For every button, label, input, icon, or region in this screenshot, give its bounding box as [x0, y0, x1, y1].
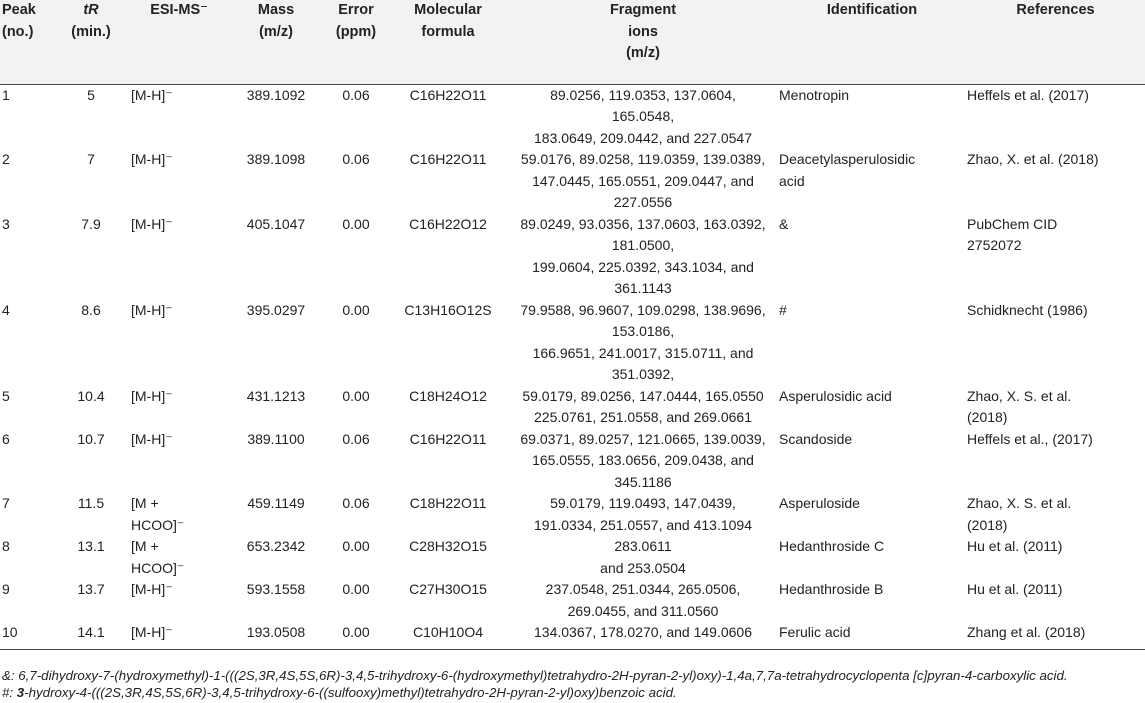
footnote-hash-bold: 3 — [16, 685, 25, 700]
cell-references-line: PubChem CID — [967, 215, 1058, 232]
cell-fragments-line: 166.9651, 241.0017, 315.0711, and — [532, 344, 754, 361]
cell-esi-ms — [130, 579, 228, 622]
cell-formula: C28H32O15 — [409, 538, 487, 554]
cell-error: 0.00 — [342, 581, 370, 597]
cell-esi-ms-line: HCOO]⁻ — [131, 516, 185, 533]
header-row — [0, 0, 1145, 84]
cell-fragments — [508, 84, 778, 149]
cell-fragments — [508, 579, 778, 622]
cell-peak: 3 — [2, 215, 10, 232]
cell-formula: C16H22O12 — [409, 215, 487, 232]
cell-esi-ms-line: [M-H]⁻ — [131, 215, 173, 232]
cell-peak: 10 — [0, 622, 52, 649]
cell-retention-time: 13.1 — [77, 538, 105, 554]
cell-fragments-line: 69.0371, 89.0257, 121.0665, 139.0039, — [520, 430, 766, 447]
cell-fragments-line: 351.0392, — [611, 366, 675, 382]
cell-formula: C16H22O11 — [409, 430, 487, 447]
cell-identification-line: acid — [779, 172, 805, 189]
header-mass-line: Mass — [257, 2, 295, 18]
cell-mass: 653.2342 — [246, 538, 306, 554]
cell-identification — [778, 579, 966, 622]
cell-retention-time: 7.9 — [81, 215, 101, 232]
table-row — [0, 429, 1145, 494]
cell-esi-ms-line: [M + — [131, 538, 159, 554]
cell-fragments-line: 237.0548, 251.0344, 265.0506, — [545, 581, 741, 597]
cell-mass: 389.1098 — [246, 151, 306, 167]
cell-fragments — [508, 386, 778, 429]
cell-peak: 2 — [2, 151, 10, 167]
cell-error: 0.06 — [342, 151, 370, 167]
cell-formula: C18H24O12 — [409, 387, 487, 404]
cell-fragments-line: 79.9588, 96.9607, 109.0298, 138.9696, — [520, 301, 766, 318]
table-row — [0, 149, 1145, 214]
cell-fragments — [508, 536, 778, 579]
cell-esi-ms — [130, 429, 228, 494]
cell-fragments — [508, 300, 778, 386]
table-row — [0, 300, 1145, 386]
header-retention-time — [52, 0, 130, 84]
cell-fragments-line: 191.0334, 251.0557, and 413.1094 — [534, 516, 752, 533]
cell-identification-line: Hedanthroside C — [779, 538, 885, 554]
header-mass — [228, 0, 324, 84]
cell-esi-ms — [130, 536, 228, 579]
footnote-hash-rest: -hydroxy-4-(((2S,3R,4S,5S,6R)-3,4,5-trihydroxy-6-((sulfooxy)methyl)tetrahydro-2H-pyran-2-yl)oxy)benzoic acid. — [24, 685, 677, 700]
cell-fragments-line: 199.0604, 225.0392, 343.1034, and — [532, 258, 754, 275]
cell-fragments — [508, 493, 778, 536]
cell-formula: C10H10O4 — [388, 622, 508, 649]
cell-identification-line: Asperulosidic acid — [779, 387, 892, 404]
cell-fragments-line: 153.0186, — [611, 323, 675, 339]
header-peak-line: Peak — [2, 2, 36, 18]
cell-fragments-line: 361.1143 — [614, 280, 672, 296]
cell-formula: C13H16O12S — [404, 301, 492, 318]
cell-fragments — [508, 622, 778, 649]
cell-peak: 5 — [2, 387, 10, 404]
header-formula — [388, 0, 508, 84]
cell-esi-ms — [130, 386, 228, 429]
cell-fragments-line: 269.0455, and 311.0560 — [567, 602, 719, 619]
cell-references-line: Zhao, X. et al. (2018) — [967, 151, 1099, 167]
cell-esi-ms-line: [M-H]⁻ — [131, 301, 173, 318]
cell-identification-line: Asperuloside — [779, 495, 860, 511]
cell-references-line: Hu et al. (2011) — [967, 538, 1063, 554]
cell-mass: 389.1092 — [246, 86, 306, 103]
cell-references — [966, 429, 1145, 494]
cell-identification — [778, 84, 966, 149]
footnote-amp: &: 6,7-dihydroxy-7-(hydroxymethyl)-1-(((2S,3R,4S,5S,6R)-3,4,5-trihydroxy-6-(hydroxymethyl)tetrahydro-2H-pyran-2-yl)oxy)-1,4a,7,7a-tetrahydrocyclopenta [c]pyran-4-carboxylic acid. — [2, 668, 1068, 683]
table-row — [0, 493, 1145, 536]
cell-identification-line: Deacetylasperulosidic — [779, 151, 916, 167]
cell-fragments-line: 147.0445, 165.0551, 209.0447, and — [532, 172, 754, 189]
header-tr-line: (min.) — [71, 23, 111, 40]
cell-retention-time: 7 — [87, 151, 95, 167]
cell-peak: 4 — [2, 301, 10, 318]
cell-references — [966, 300, 1145, 386]
cell-references-line: Zhang et al. (2018) — [967, 624, 1086, 640]
cell-peak: 9 — [2, 581, 10, 597]
cell-identification — [778, 300, 966, 386]
cell-fragments-line: 165.0555, 183.0656, 209.0438, and — [532, 452, 754, 468]
cell-fragments-line: 59.0176, 89.0258, 119.0359, 139.0389, — [520, 151, 766, 167]
cell-esi-ms-line: [M-H]⁻ — [131, 151, 173, 167]
cell-identification-line: Hedanthroside B — [779, 581, 884, 597]
cell-retention-time: 13.7 — [77, 581, 105, 597]
header-error-line: (ppm) — [335, 23, 377, 40]
cell-mass: 193.0508 — [228, 622, 324, 649]
cell-fragments-line: 283.0611 — [614, 538, 672, 554]
cell-fragments — [508, 149, 778, 214]
cell-references-line: 2752072 — [967, 237, 1022, 253]
header-peak — [0, 0, 52, 84]
cell-mass: 405.1047 — [246, 215, 306, 232]
cell-esi-ms-line: [M-H]⁻ — [131, 387, 173, 404]
cell-references-line: Schidknecht (1986) — [967, 301, 1088, 318]
header-mass-line: (m/z) — [259, 23, 293, 40]
cell-formula: C16H22O11 — [409, 86, 487, 103]
header-error-line: Error — [338, 2, 374, 18]
cell-references — [966, 386, 1145, 429]
cell-esi-ms-line: HCOO]⁻ — [131, 559, 185, 576]
cell-retention-time: 10.4 — [77, 387, 105, 404]
cell-mass: 593.1558 — [246, 581, 306, 597]
cell-error: 0.00 — [342, 215, 370, 232]
cell-esi-ms — [130, 493, 228, 536]
cell-identification — [778, 386, 966, 429]
header-error — [324, 0, 388, 84]
cell-identification-line: Ferulic acid — [779, 624, 851, 640]
cell-fragments-line: 89.0249, 93.0356, 137.0603, 163.0392, — [520, 215, 766, 232]
cell-identification — [778, 149, 966, 214]
cell-retention-time: 8.6 — [81, 301, 101, 318]
cell-references — [966, 84, 1145, 149]
cell-references-line: Heffels et al. (2017) — [967, 86, 1089, 103]
cell-peak: 7 — [2, 495, 10, 511]
cell-references-line: Heffels et al., (2017) — [967, 430, 1093, 447]
cell-references — [966, 493, 1145, 536]
header-identification-text: Identification — [826, 2, 918, 18]
table-row — [0, 579, 1145, 622]
header-identification — [778, 0, 966, 84]
cell-fragments-line: 59.0179, 119.0493, 147.0439, — [550, 495, 736, 511]
cell-esi-ms — [130, 214, 228, 300]
cell-error: 0.06 — [342, 430, 370, 447]
cell-retention-time: 10.7 — [77, 430, 105, 447]
header-fragments-line: Fragment — [609, 2, 677, 18]
cell-esi-ms-line: [M-H]⁻ — [131, 86, 173, 103]
cell-identification-line: Menotropin — [779, 86, 850, 103]
cell-error: 0.00 — [342, 387, 370, 404]
header-esi-ms — [130, 0, 228, 84]
cell-formula: C18H22O11 — [409, 495, 487, 511]
cell-mass: 389.1100 — [247, 430, 305, 447]
cell-retention-time: 5 — [87, 86, 95, 103]
cell-formula: C16H22O11 — [409, 151, 487, 167]
cell-identification — [778, 493, 966, 536]
header-esi-text: ESI-MS⁻ — [150, 2, 208, 18]
cell-references — [966, 149, 1145, 214]
cell-peak: 6 — [2, 430, 10, 447]
footnote-hash-prefix: #: — [2, 685, 17, 700]
cell-esi-ms-line: [M-H]⁻ — [131, 624, 173, 640]
cell-references — [966, 622, 1145, 649]
cell-esi-ms-line: [M-H]⁻ — [131, 430, 173, 447]
cell-fragments-line: 225.0761, 251.0558, and 269.0661 — [534, 409, 752, 425]
cell-fragments-line: 181.0500, — [611, 237, 675, 253]
cell-error: 0.00 — [324, 622, 388, 649]
footnote-hash — [2, 683, 677, 703]
cell-mass: 395.0297 — [246, 301, 306, 318]
cell-error: 0.06 — [342, 495, 370, 511]
table-row — [0, 536, 1145, 579]
cell-references-line: Hu et al. (2011) — [967, 581, 1063, 597]
cell-error: 0.00 — [342, 301, 370, 318]
table-row — [0, 622, 1145, 649]
cell-formula: C27H30O15 — [409, 581, 487, 597]
cell-esi-ms — [130, 300, 228, 386]
cell-references — [966, 579, 1145, 622]
cell-fragments — [508, 429, 778, 494]
cell-identification — [778, 536, 966, 579]
cell-references-line: Zhao, X. S. et al. — [967, 387, 1072, 404]
table-row — [0, 214, 1145, 300]
cell-retention-time: 14.1 — [52, 622, 130, 649]
cell-fragments-line: 227.0556 — [613, 194, 673, 210]
header-fragments — [508, 0, 778, 84]
cell-fragments-line: 89.0256, 119.0353, 137.0604, — [550, 86, 736, 103]
cell-identification — [778, 429, 966, 494]
cell-error: 0.00 — [342, 538, 370, 554]
header-formula-line: formula — [421, 23, 475, 40]
header-formula-line: Molecular — [414, 2, 482, 18]
cell-fragments-line: and 253.0504 — [600, 559, 686, 576]
cell-fragments — [508, 214, 778, 300]
header-references — [966, 0, 1145, 84]
cell-mass: 431.1213 — [246, 387, 306, 404]
cell-identification-line: # — [779, 301, 787, 318]
cell-esi-ms-line: [M + — [131, 495, 159, 511]
cell-identification-line: Scandoside — [779, 430, 853, 447]
cell-fragments-line: 165.0548, — [611, 108, 675, 124]
header-fragments-line: ions — [628, 23, 658, 40]
header-peak-line: (no.) — [2, 23, 34, 40]
cell-error: 0.06 — [342, 86, 370, 103]
table-row — [0, 386, 1145, 429]
cell-peak: 1 — [2, 86, 10, 103]
cell-fragments-line: 183.0649, 209.0442, and 227.0547 — [534, 129, 752, 146]
cell-fragments-line: 134.0367, 178.0270, and 149.0606 — [534, 624, 752, 640]
cell-esi-ms-line: [M-H]⁻ — [131, 581, 173, 597]
header-references-text: References — [1016, 2, 1095, 18]
cell-fragments-line: 59.0179, 89.0256, 147.0444, 165.0550 — [522, 387, 764, 404]
cell-identification — [778, 622, 966, 649]
cell-mass: 459.1149 — [247, 495, 305, 511]
cell-references-line: Zhao, X. S. et al. — [967, 495, 1072, 511]
cell-references-line: (2018) — [967, 409, 1008, 425]
cell-esi-ms — [130, 84, 228, 149]
table-row — [0, 84, 1145, 149]
cell-identification-line: & — [779, 215, 789, 232]
header-fragments-line: (m/z) — [626, 45, 660, 61]
cell-fragments-line: 345.1186 — [614, 473, 672, 490]
cell-references — [966, 214, 1145, 300]
cell-peak: 8 — [2, 538, 10, 554]
cell-retention-time: 11.5 — [77, 495, 105, 511]
cell-esi-ms — [130, 622, 228, 649]
header-tr-text: tR — [83, 2, 99, 18]
cell-identification — [778, 214, 966, 300]
header-tr-line — [53, 0, 129, 22]
cell-references — [966, 536, 1145, 579]
cell-references-line: (2018) — [967, 516, 1008, 533]
cell-esi-ms — [130, 149, 228, 214]
